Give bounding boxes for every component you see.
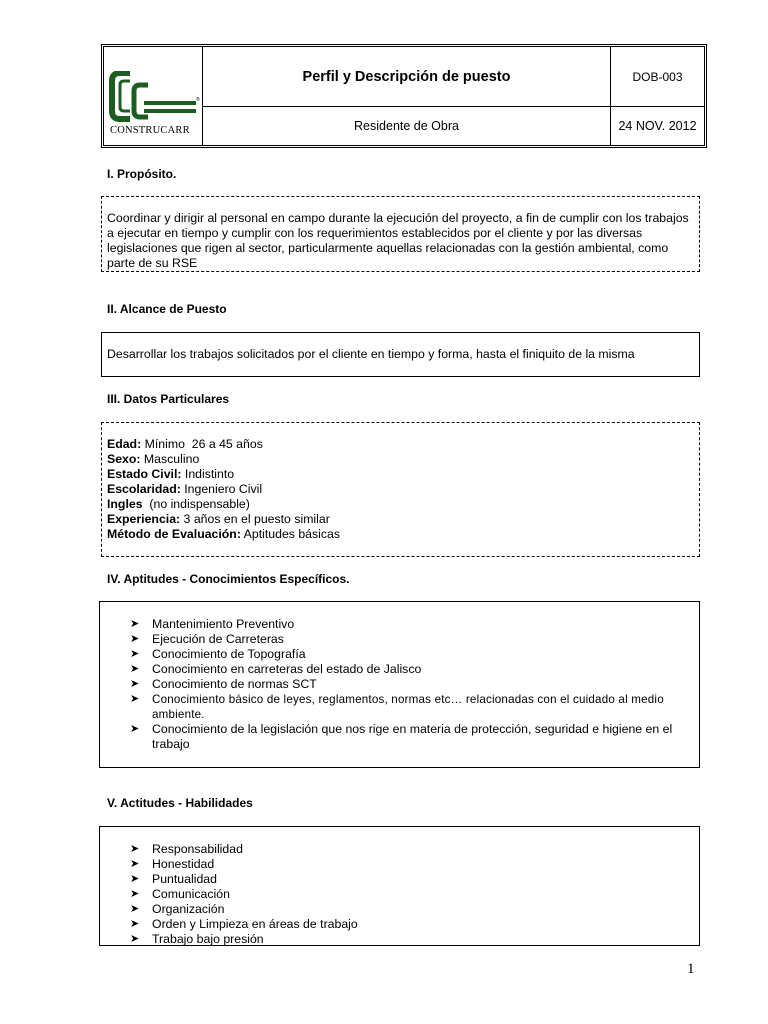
datos-item [107,527,695,542]
datos-value: Aptitudes básicas [240,527,341,541]
company-logo [108,71,200,123]
list-item [130,872,689,887]
datos-item [107,467,695,482]
datos-box [101,422,700,557]
page-number: 1 [687,961,695,977]
document-title: Perfil y Descripción de puesto [203,47,611,107]
list-item-text: Honestidad [152,857,215,871]
list-item [130,677,689,692]
document-code: DOB-003 [611,47,704,107]
list-item-text: Comunicación [152,887,230,901]
list-item [130,917,689,932]
list-item [130,842,689,857]
arrow-bullet-icon: ➤ [130,693,140,705]
datos-label: Sexo: [107,452,141,466]
datos-label: Edad: [107,437,142,451]
list-item [130,722,689,752]
list-item [130,887,689,902]
position-name: Residente de Obra [203,107,611,145]
document-date: 24 NOV. 2012 [618,119,697,133]
datos-value: (no indispensable) [142,497,250,511]
datos-label: Escolaridad: [107,482,181,496]
logo-cell [104,47,203,145]
arrow-bullet-icon: ➤ [130,858,140,870]
alcance-box [101,332,700,377]
list-item-text: Conocimiento básico de leyes, reglamentos, normas etc… relacionadas con el cuidado al medio ambiente. [152,693,664,721]
arrow-bullet-icon: ➤ [130,633,140,645]
datos-label: Estado Civil: [107,467,182,481]
arrow-bullet-icon: ➤ [130,873,140,885]
datos-value: Mínimo 26 a 45 años [141,437,263,451]
datos-item [107,452,695,467]
alcance-text: Desarrollar los trabajos solicitados por el cliente en tiempo y forma, hasta el finiquito de la misma [107,347,635,361]
list-item-text: Conocimiento de normas SCT [152,677,317,691]
datos-label: Ingles [107,497,143,511]
section-title-alcance: II. Alcance de Puesto [107,302,227,316]
datos-item [107,512,695,527]
datos-item [107,497,695,512]
list-item [130,692,689,722]
header-table [101,44,707,148]
arrow-bullet-icon: ➤ [130,723,140,735]
proposito-text: Coordinar y dirigir al personal en campo durante la ejecución del proyecto, a fin de cumplir con los trabajos a ejecutar en tiempo y cumplir con los requerimientos establecidos por el cliente y por las diversas legislaciones que rigen al sector, particularmente aquellas relacionadas con la gestión ambiental, como parte de su RSE [107,211,689,270]
datos-item [107,437,695,452]
datos-value: Ingeniero Civil [180,482,263,496]
list-item [130,647,689,662]
aptitudes-box [99,601,700,768]
proposito-box [101,196,700,272]
list-item-text: Conocimiento de Topografía [152,647,306,661]
list-item [130,617,689,632]
arrow-bullet-icon: ➤ [130,918,140,930]
section-title-proposito: I. Propósito. [107,167,177,181]
list-item-text: Ejecución de Carreteras [152,632,284,646]
list-item-text: Conocimiento de la legislación que nos rige en materia de protección, seguridad e higiene en el trabajo [152,722,673,751]
arrow-bullet-icon: ➤ [130,678,140,690]
arrow-bullet-icon: ➤ [130,648,140,660]
list-item [130,857,689,872]
actitudes-box [99,826,700,946]
datos-value: Masculino [140,452,200,466]
arrow-bullet-icon: ➤ [130,903,140,915]
datos-label: Método de Evaluación: [107,527,241,541]
list-item-text: Organización [152,902,225,916]
actitudes-list [130,842,689,947]
section-title-aptitudes: IV. Aptitudes - Conocimientos Específicos. [107,572,350,586]
arrow-bullet-icon: ➤ [130,663,140,675]
datos-list [107,437,695,542]
list-item [130,632,689,647]
datos-item [107,482,695,497]
section-title-actitudes: V. Actitudes - Habilidades [107,796,253,810]
list-item-text: Orden y Limpieza en áreas de trabajo [152,917,358,931]
list-item-text: Puntualidad [152,872,217,886]
arrow-bullet-icon: ➤ [130,618,140,630]
list-item-text: Mantenimiento Preventivo [152,617,295,631]
logo-text: CONSTRUCARR [110,125,190,136]
list-item [130,662,689,677]
list-item [130,932,689,947]
aptitudes-list [130,617,689,752]
datos-value: 3 años en el puesto similar [180,512,330,526]
datos-label: Experiencia: [107,512,181,526]
svg-text:®: ® [196,97,200,103]
arrow-bullet-icon: ➤ [130,933,140,945]
section-title-datos: III. Datos Particulares [107,392,230,406]
list-item-text: Trabajo bajo presión [152,932,264,946]
list-item-text: Responsabilidad [152,842,243,856]
datos-value: Indistinto [181,467,235,481]
arrow-bullet-icon: ➤ [130,888,140,900]
list-item-text: Conocimiento en carreteras del estado de Jalisco [152,662,422,676]
arrow-bullet-icon: ➤ [130,843,140,855]
list-item [130,902,689,917]
